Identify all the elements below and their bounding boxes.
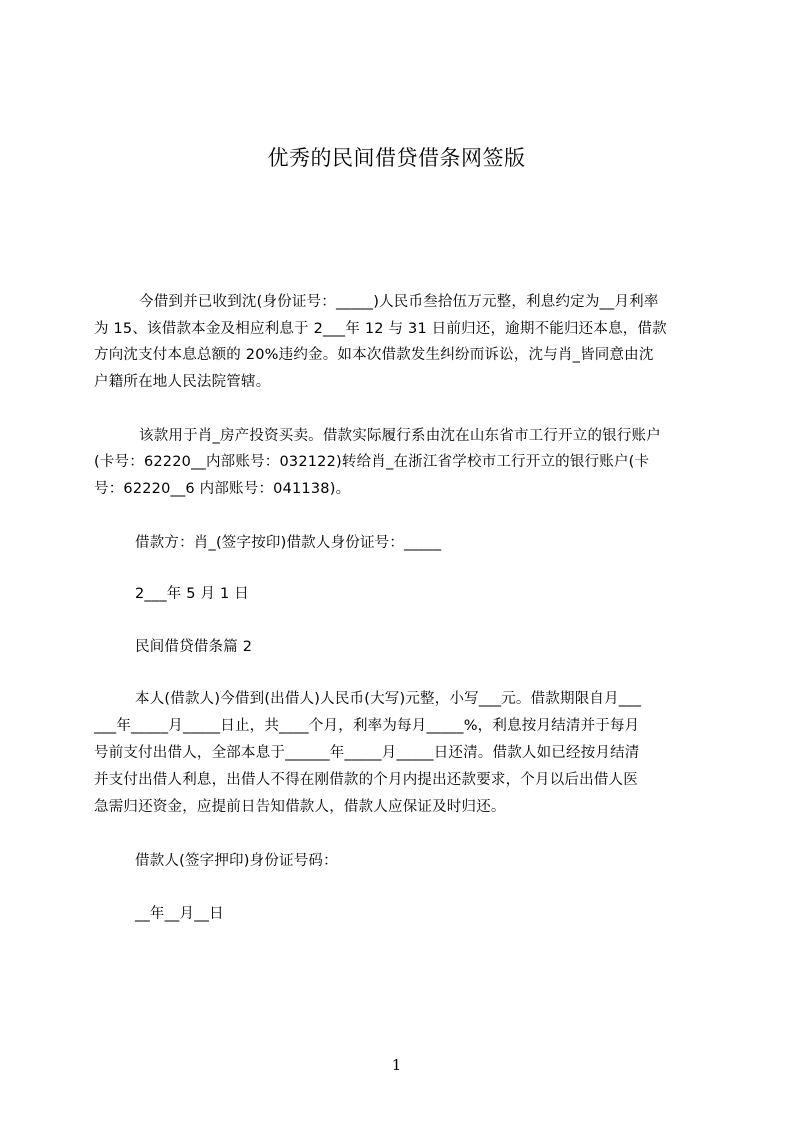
date-line: 2___年 5 月 1 日: [135, 586, 249, 602]
paragraph-2-line-3: 号：62220__6 内部账号：041138)。: [94, 481, 351, 497]
paragraph-3-line-5: 急需归还资金，应提前日告知借款人，借款人应保证及时归还。: [94, 799, 506, 815]
section-heading: 民间借贷借条篇 2: [135, 639, 253, 655]
paragraph-1-line-4: 户籍所在地人民法院管辖。: [94, 374, 271, 390]
paragraph-1-line-2: 为 15、该借款本金及相应利息于 2___年 12 与 31 日前归还，逾期不能归还本息，借款: [94, 321, 667, 337]
paragraph-3-line-2: ___年_____月_____日止，共____个月，利率为每月_____%，利息按月结清并于每月: [94, 718, 640, 734]
page-number: 1: [391, 1056, 402, 1074]
blank-date-line: __年__月__日: [135, 906, 224, 922]
borrower-signature-line: 借款方：肖_(签字按印)借款人身份证号：_____: [135, 535, 442, 551]
paragraph-1-line-3: 方向沈支付本息总额的 20%违约金。如本次借款发生纠纷而诉讼，沈与肖_皆同意由沈: [94, 347, 654, 363]
borrower-id-line: 借款人(签字押印)身份证号码：: [135, 853, 338, 869]
paragraph-3-line-4: 并支付出借人利息，出借人不得在刚借款的个月内提出还款要求，个月以后出借人医: [94, 772, 638, 788]
paragraph-3-line-1: 本人(借款人)今借到(出借人)人民币(大写)元整，小写___元。借款期限自月___: [135, 691, 642, 707]
paragraph-2-line-2: (卡号：62220__内部账号：032122)转给肖_在浙江省学校市工行开立的银行账户(卡: [94, 454, 650, 470]
paragraph-3-line-3: 号前支付出借人，全部本息于______年_____月_____日还清。借款人如已经按月结清: [94, 745, 640, 761]
paragraph-1-line-1: 今借到并已收到沈(身份证号：_____)人民币叁拾伍万元整，利息约定为__月利率: [139, 294, 659, 310]
document-title: 优秀的民间借贷借条网签版: [267, 146, 526, 170]
paragraph-2-line-1: 该款用于肖_房产投资买卖。借款实际履行系由沈在山东省市工行开立的银行账户: [139, 428, 661, 444]
